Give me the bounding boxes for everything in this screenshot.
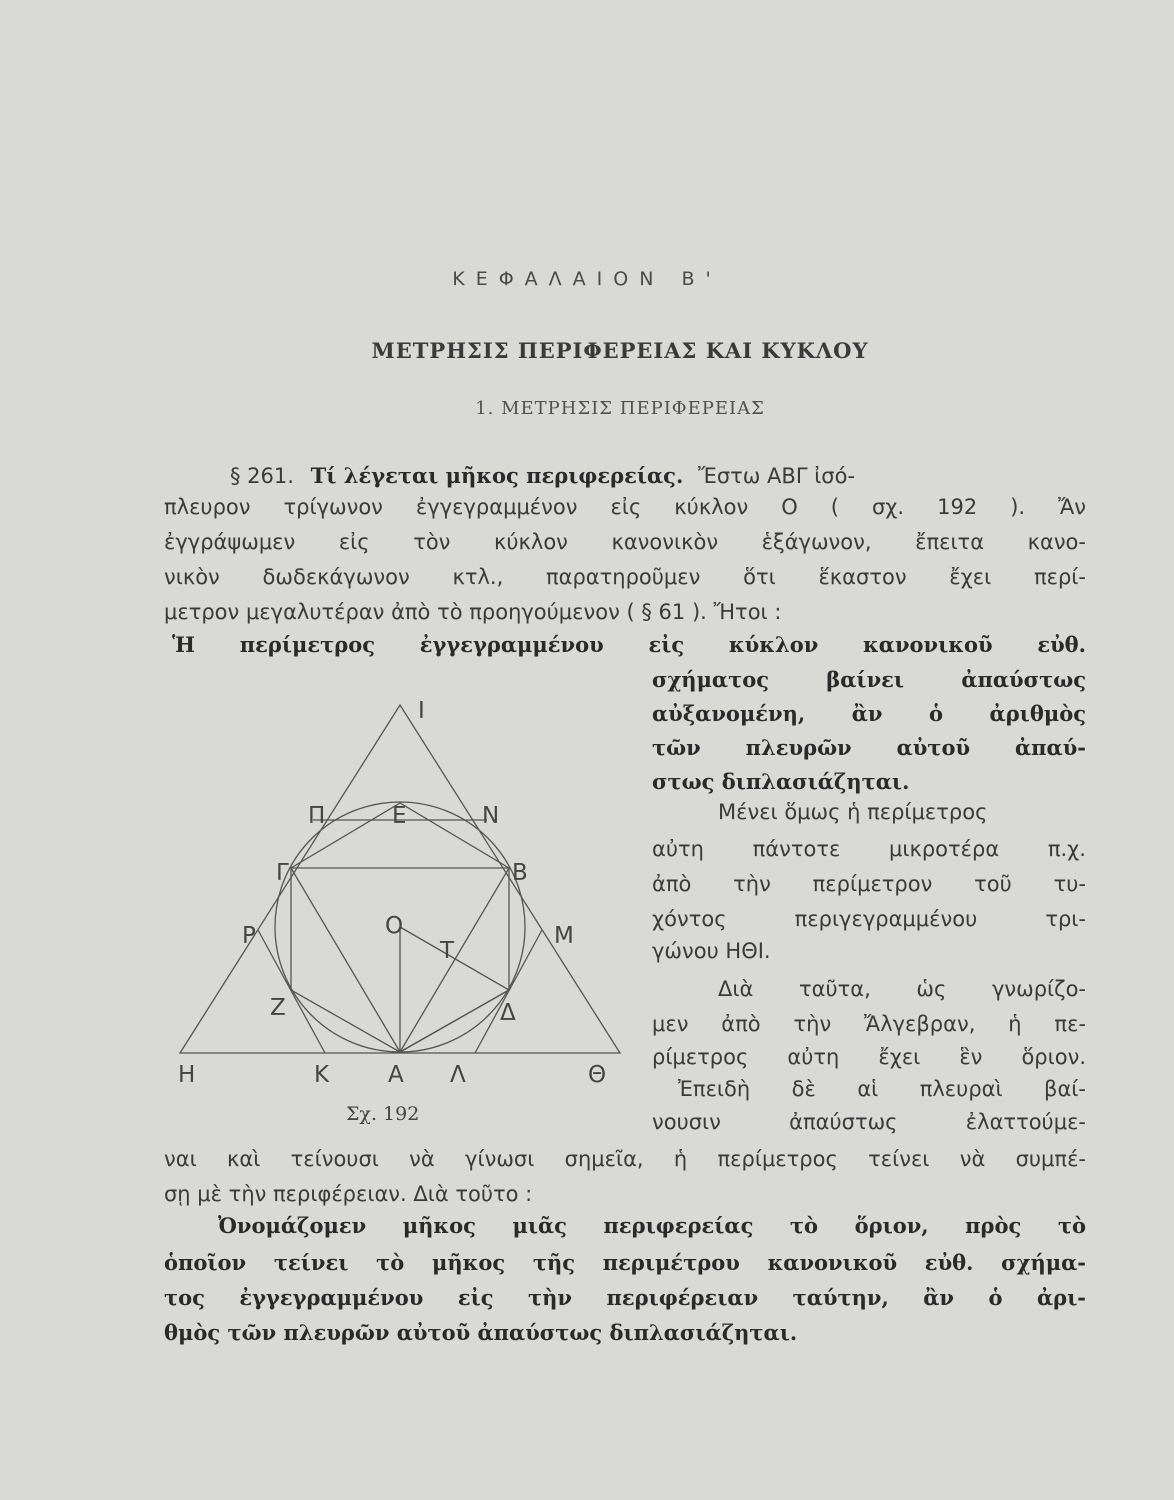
theorem-line: αὐξανομένη, ἂν ὁ ἀριθμὸς bbox=[652, 701, 1086, 726]
continuation-line: σῃ μὲ τὴν περιφέρειαν. Διὰ τοῦτο : bbox=[164, 1182, 533, 1206]
label-h: Η bbox=[178, 1062, 196, 1088]
label-e: Ε bbox=[392, 803, 407, 829]
figure-caption: Σχ. 192 bbox=[346, 1103, 420, 1125]
label-a: Α bbox=[388, 1062, 404, 1088]
side-text-line: μεν ἀπὸ τὴν Ἄλγεβραν, ἡ πε- bbox=[652, 1012, 1086, 1036]
side-text-line: ἀπὸ τὴν περίμετρον τοῦ τυ- bbox=[652, 872, 1086, 896]
theorem-line: τῶν πλευρῶν αὐτοῦ ἀπαύ- bbox=[652, 735, 1086, 760]
side-text-line: Ἐπειδὴ δὲ αἱ πλευραὶ βαί- bbox=[678, 1077, 1086, 1101]
theorem-line: Ἡ περίμετρος ἐγγεγραμμένου εἰς κύκλον κανονικοῦ εὐθ. bbox=[172, 632, 1086, 657]
label-t: Τ bbox=[440, 938, 455, 964]
side-text-line: Μένει ὅμως ἡ περίμετρος bbox=[718, 800, 988, 824]
side-text-line: γώνου ΗΘΙ. bbox=[652, 939, 771, 963]
definition-line: τος ἐγγεγραμμένου εἰς τὴν περιφέρειαν ταύτην, ἂν ὁ ἀρι- bbox=[164, 1285, 1086, 1310]
label-i: Ι bbox=[418, 698, 425, 724]
label-n: Ν bbox=[482, 803, 500, 829]
section-line: μετρον μεγαλυτέραν ἀπὸ τὸ προηγούμενον ( § 61 ). Ἤτοι : bbox=[164, 600, 782, 624]
continuation-line: ναι καὶ τείνουσι νὰ γίνωσι σημεῖα, ἡ περίμετρος τείνει νὰ συμπέ- bbox=[164, 1147, 1086, 1171]
side-text-line: Διὰ ταῦτα, ὡς γνωρίζο- bbox=[718, 977, 1086, 1001]
definition-line: Ὀνομάζομεν μῆκος μιᾶς περιφερείας τὸ ὅριον, πρὸς τὸ bbox=[218, 1213, 1086, 1238]
label-d: Δ bbox=[500, 1000, 516, 1026]
label-k: Κ bbox=[314, 1062, 330, 1088]
section-subtitle: 1. ΜΕΤΡΗΣΙΣ ΠΕΡΙΦΕΡΕΙΑΣ bbox=[475, 398, 765, 419]
label-p: Π bbox=[308, 803, 326, 829]
section-line1-rest: Ἔστω ΑΒΓ ἰσό- bbox=[697, 464, 856, 488]
label-b: Β bbox=[512, 860, 528, 886]
label-r: Ρ bbox=[242, 923, 256, 949]
side-text-line: χόντος περιγεγραμμένου τρι- bbox=[652, 907, 1086, 931]
side-text-line: νουσιν ἀπαύστως ἐλαττούμε- bbox=[652, 1110, 1086, 1134]
definition-line: θμὸς τῶν πλευρῶν αὐτοῦ ἀπαύστως διπλασιάζηται. bbox=[164, 1320, 798, 1345]
theorem-line: σχήματος βαίνει ἀπαύστως bbox=[652, 667, 1086, 692]
theorem-line: στως διπλασιάζηται. bbox=[652, 769, 910, 794]
chapter-heading: ΚΕΦΑΛΑΙΟΝ Β' bbox=[452, 268, 722, 290]
label-z: Ζ bbox=[270, 995, 286, 1021]
segment-od bbox=[400, 927, 509, 990]
label-l: Λ bbox=[450, 1062, 466, 1088]
section-first-line bbox=[230, 462, 855, 490]
label-m: Μ bbox=[554, 923, 574, 949]
definition-line: ὁποῖον τείνει τὸ μῆκος τῆς περιμέτρου κανονικοῦ εὐθ. σχήμα- bbox=[164, 1250, 1086, 1275]
page-title: ΜΕΤΡΗΣΙΣ ΠΕΡΙΦΕΡΕΙΑΣ ΚΑΙ ΚΥΚΛΟΥ bbox=[371, 338, 869, 363]
figure-192 bbox=[170, 690, 650, 1090]
side-text-line: ρίμετρος αὐτη ἔχει ἓν ὅριον. bbox=[652, 1045, 1086, 1069]
section-heading: Τί λέγεται μῆκος περιφερείας. bbox=[310, 463, 684, 488]
section-number: § 261. bbox=[230, 464, 294, 488]
label-g: Γ bbox=[276, 860, 289, 886]
label-o: Ο bbox=[385, 913, 404, 939]
section-line: νικὸν δωδεκάγωνον κτλ., παρατηροῦμεν ὅτι ἕκαστον ἔχει περί- bbox=[164, 565, 1086, 589]
section-line: ἐγγράψωμεν εἰς τὸν κύκλον κανονικὸν ἑξάγωνον, ἔπειτα κανο- bbox=[164, 530, 1086, 554]
label-th: Θ bbox=[588, 1062, 607, 1088]
section-line: πλευρον τρίγωνον ἐγγεγραμμένον εἰς κύκλον Ο ( σχ. 192 ). Ἄν bbox=[164, 495, 1086, 519]
side-text-line: αὐτη πάντοτε μικροτέρα π.χ. bbox=[652, 837, 1086, 861]
